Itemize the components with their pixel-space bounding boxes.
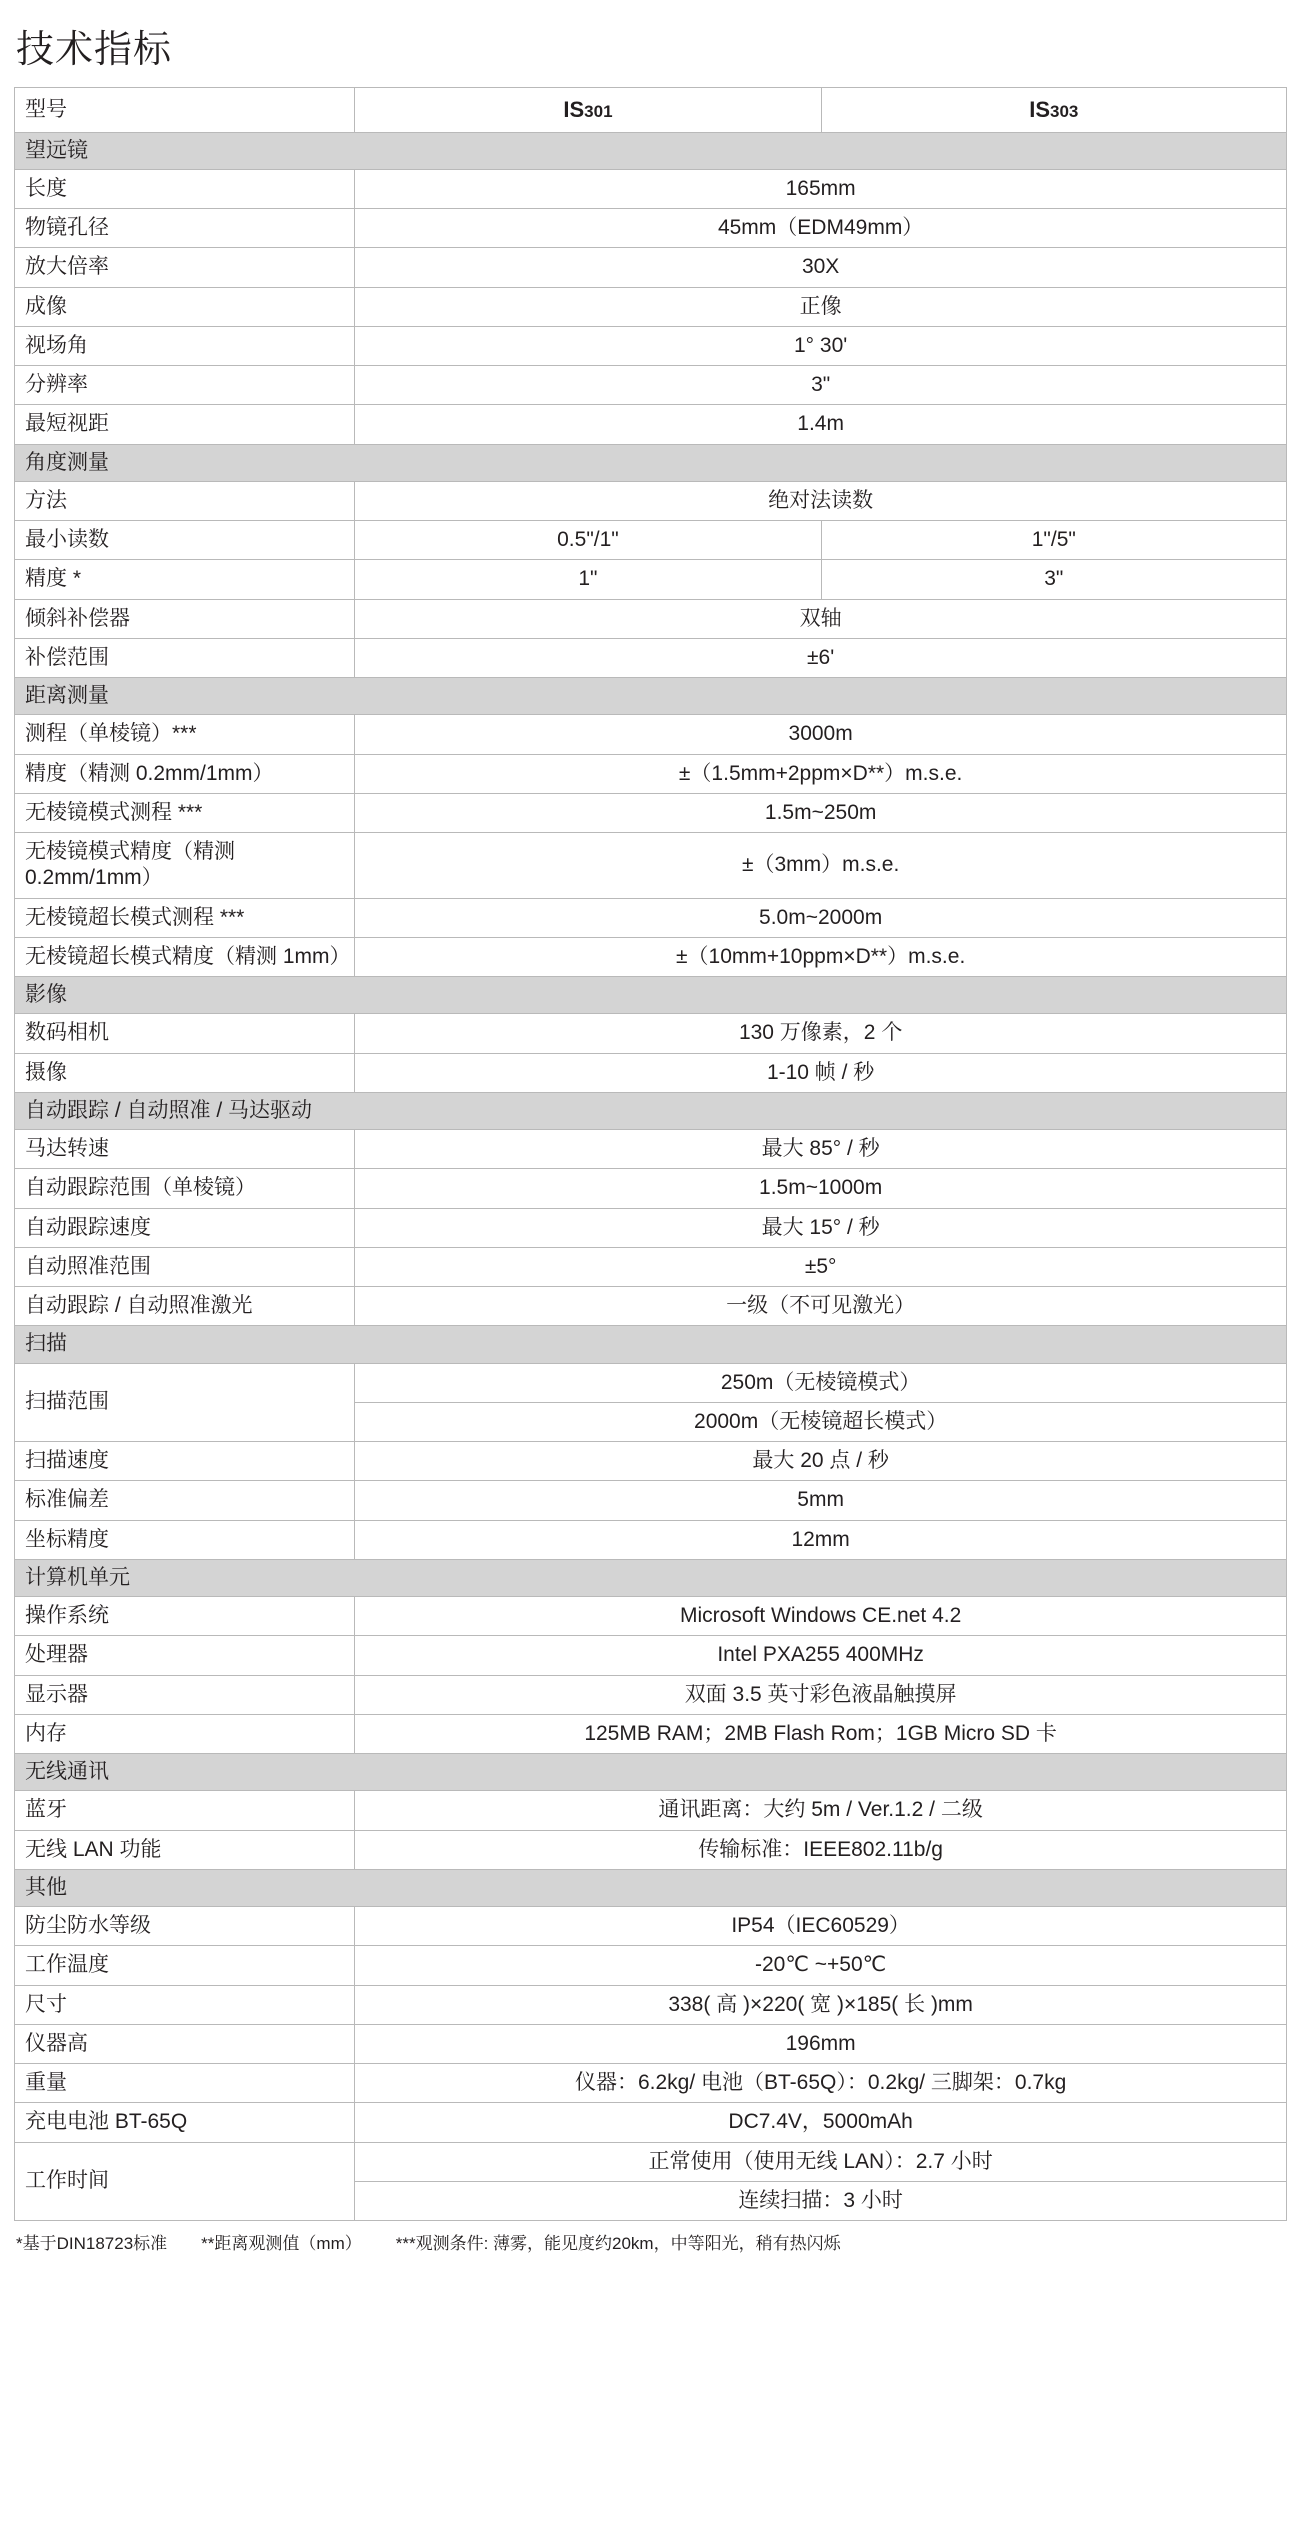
table-row bbox=[15, 1714, 1287, 1753]
row-value: 45mm（EDM49mm） bbox=[355, 209, 1287, 248]
row-value: 3" bbox=[355, 366, 1287, 405]
row-value: 12mm bbox=[355, 1520, 1287, 1559]
table-row bbox=[15, 1675, 1287, 1714]
row-value-is303: 3" bbox=[821, 560, 1286, 599]
row-value: 通讯距离：大约 5m / Ver.1.2 / 二级 bbox=[355, 1791, 1287, 1830]
footnote-2: **距离观测值（mm） bbox=[201, 2234, 362, 2253]
row-value: ±6' bbox=[355, 638, 1287, 677]
row-value: 30X bbox=[355, 248, 1287, 287]
row-label: 成像 bbox=[15, 287, 355, 326]
row-label: 无棱镜模式精度（精测 0.2mm/1mm） bbox=[15, 833, 355, 899]
section-title: 无线通讯 bbox=[15, 1754, 1287, 1791]
row-value-line2: 2000m（无棱镜超长模式） bbox=[355, 1402, 1287, 1441]
row-label: 扫描范围 bbox=[15, 1363, 355, 1442]
row-label: 摄像 bbox=[15, 1053, 355, 1092]
table-row bbox=[15, 638, 1287, 677]
model-b-prefix: IS bbox=[1029, 97, 1051, 122]
section-row bbox=[15, 1559, 1287, 1596]
row-value: 1.4m bbox=[355, 405, 1287, 444]
row-value: ±5° bbox=[355, 1247, 1287, 1286]
table-row bbox=[15, 833, 1287, 899]
row-label: 无棱镜超长模式精度（精测 1mm） bbox=[15, 937, 355, 976]
row-value: 1.5m~250m bbox=[355, 793, 1287, 832]
row-label: 操作系统 bbox=[15, 1597, 355, 1636]
row-value: 双轴 bbox=[355, 599, 1287, 638]
header-label-cell: 型号 bbox=[15, 88, 355, 133]
table-row bbox=[15, 326, 1287, 365]
row-label: 方法 bbox=[15, 481, 355, 520]
table-row bbox=[15, 1130, 1287, 1169]
row-value: 传输标准：IEEE802.11b/g bbox=[355, 1830, 1287, 1869]
row-value: 仪器：6.2kg/ 电池（BT-65Q）：0.2kg/ 三脚架：0.7kg bbox=[355, 2064, 1287, 2103]
table-row bbox=[15, 209, 1287, 248]
table-row bbox=[15, 287, 1287, 326]
section-row bbox=[15, 977, 1287, 1014]
table-row bbox=[15, 2064, 1287, 2103]
row-value: 1° 30' bbox=[355, 326, 1287, 365]
row-label: 放大倍率 bbox=[15, 248, 355, 287]
row-value: 1.5m~1000m bbox=[355, 1169, 1287, 1208]
specifications-table bbox=[14, 87, 1287, 2221]
table-row bbox=[15, 2024, 1287, 2063]
footnote-3: ***观测条件: 薄雾，能见度约20km，中等阳光，稍有热闪烁 bbox=[395, 2234, 841, 2253]
table-row bbox=[15, 1014, 1287, 1053]
model-a-prefix: IS bbox=[563, 97, 585, 122]
model-b-suffix: 303 bbox=[1050, 102, 1079, 121]
section-row bbox=[15, 1326, 1287, 1363]
table-header-row bbox=[15, 88, 1287, 133]
table-row bbox=[15, 1363, 1287, 1402]
row-label: 坐标精度 bbox=[15, 1520, 355, 1559]
table-row bbox=[15, 1791, 1287, 1830]
table-row bbox=[15, 2103, 1287, 2142]
row-value: ±（1.5mm+2ppm×D**）m.s.e. bbox=[355, 754, 1287, 793]
row-value: DC7.4V，5000mAh bbox=[355, 2103, 1287, 2142]
row-value: ±（10mm+10ppm×D**）m.s.e. bbox=[355, 937, 1287, 976]
section-title: 其他 bbox=[15, 1869, 1287, 1906]
table-row bbox=[15, 754, 1287, 793]
table-row bbox=[15, 1247, 1287, 1286]
row-value-line1: 正常使用（使用无线 LAN）：2.7 小时 bbox=[355, 2142, 1287, 2181]
row-label: 自动照准范围 bbox=[15, 1247, 355, 1286]
table-row bbox=[15, 1169, 1287, 1208]
table-row bbox=[15, 560, 1287, 599]
row-value: Microsoft Windows CE.net 4.2 bbox=[355, 1597, 1287, 1636]
row-value: 165mm bbox=[355, 169, 1287, 208]
table-row bbox=[15, 793, 1287, 832]
section-row bbox=[15, 132, 1287, 169]
row-value: 5mm bbox=[355, 1481, 1287, 1520]
table-row bbox=[15, 1287, 1287, 1326]
row-value: 3000m bbox=[355, 715, 1287, 754]
row-label: 重量 bbox=[15, 2064, 355, 2103]
model-a-suffix: 301 bbox=[584, 102, 613, 121]
row-value: 1-10 帧 / 秒 bbox=[355, 1053, 1287, 1092]
row-value-line1: 250m（无棱镜模式） bbox=[355, 1363, 1287, 1402]
table-row bbox=[15, 1481, 1287, 1520]
section-title: 距离测量 bbox=[15, 678, 1287, 715]
row-value: 一级（不可见激光） bbox=[355, 1287, 1287, 1326]
row-label: 防尘防水等级 bbox=[15, 1907, 355, 1946]
table-row bbox=[15, 1520, 1287, 1559]
table-row bbox=[15, 1636, 1287, 1675]
row-label: 无棱镜模式测程 *** bbox=[15, 793, 355, 832]
row-label: 无棱镜超长模式测程 *** bbox=[15, 898, 355, 937]
row-label: 尺寸 bbox=[15, 1985, 355, 2024]
row-value-is303: 1"/5" bbox=[821, 521, 1286, 560]
row-label: 长度 bbox=[15, 169, 355, 208]
row-label: 自动跟踪速度 bbox=[15, 1208, 355, 1247]
table-body bbox=[15, 88, 1287, 2221]
row-label: 倾斜补偿器 bbox=[15, 599, 355, 638]
row-value: 正像 bbox=[355, 287, 1287, 326]
section-title: 望远镜 bbox=[15, 132, 1287, 169]
section-title: 扫描 bbox=[15, 1326, 1287, 1363]
table-row bbox=[15, 1208, 1287, 1247]
table-row bbox=[15, 1946, 1287, 1985]
row-value: 最大 85° / 秒 bbox=[355, 1130, 1287, 1169]
table-row bbox=[15, 248, 1287, 287]
row-value: 绝对法读数 bbox=[355, 481, 1287, 520]
row-label: 精度 * bbox=[15, 560, 355, 599]
header-model-is301 bbox=[355, 88, 821, 133]
row-value: IP54（IEC60529） bbox=[355, 1907, 1287, 1946]
row-label: 工作温度 bbox=[15, 1946, 355, 1985]
row-label: 处理器 bbox=[15, 1636, 355, 1675]
table-row bbox=[15, 1597, 1287, 1636]
row-value-line2: 连续扫描：3 小时 bbox=[355, 2181, 1287, 2220]
section-row bbox=[15, 678, 1287, 715]
table-row bbox=[15, 405, 1287, 444]
table-row bbox=[15, 1442, 1287, 1481]
section-title: 影像 bbox=[15, 977, 1287, 1014]
row-label: 补偿范围 bbox=[15, 638, 355, 677]
row-value: 5.0m~2000m bbox=[355, 898, 1287, 937]
row-label: 充电电池 BT-65Q bbox=[15, 2103, 355, 2142]
table-row bbox=[15, 898, 1287, 937]
table-row bbox=[15, 599, 1287, 638]
table-row bbox=[15, 366, 1287, 405]
row-label: 测程（单棱镜）*** bbox=[15, 715, 355, 754]
row-label: 视场角 bbox=[15, 326, 355, 365]
section-row bbox=[15, 1869, 1287, 1906]
row-value-is301: 1" bbox=[355, 560, 821, 599]
table-row bbox=[15, 1985, 1287, 2024]
table-row bbox=[15, 169, 1287, 208]
table-row bbox=[15, 521, 1287, 560]
row-value: 130 万像素，2 个 bbox=[355, 1014, 1287, 1053]
row-label: 自动跟踪 / 自动照准激光 bbox=[15, 1287, 355, 1326]
row-value: Intel PXA255 400MHz bbox=[355, 1636, 1287, 1675]
row-value-is301: 0.5"/1" bbox=[355, 521, 821, 560]
table-row bbox=[15, 481, 1287, 520]
header-model-is303 bbox=[821, 88, 1286, 133]
row-label: 仪器高 bbox=[15, 2024, 355, 2063]
section-title: 计算机单元 bbox=[15, 1559, 1287, 1596]
row-value: 125MB RAM；2MB Flash Rom；1GB Micro SD 卡 bbox=[355, 1714, 1287, 1753]
table-row bbox=[15, 1830, 1287, 1869]
table-row bbox=[15, 2142, 1287, 2181]
section-title: 角度测量 bbox=[15, 444, 1287, 481]
row-value: ±（3mm）m.s.e. bbox=[355, 833, 1287, 899]
row-value: 最大 15° / 秒 bbox=[355, 1208, 1287, 1247]
row-value: -20℃ ~+50℃ bbox=[355, 1946, 1287, 1985]
footnote-1: *基于DIN18723标准 bbox=[16, 2234, 168, 2253]
row-label: 最小读数 bbox=[15, 521, 355, 560]
row-label: 标准偏差 bbox=[15, 1481, 355, 1520]
section-row bbox=[15, 444, 1287, 481]
page-title: 技术指标 bbox=[16, 29, 173, 71]
footnotes bbox=[16, 2231, 1285, 2257]
table-row bbox=[15, 715, 1287, 754]
row-value: 196mm bbox=[355, 2024, 1287, 2063]
section-row bbox=[15, 1754, 1287, 1791]
row-value: 双面 3.5 英寸彩色液晶触摸屏 bbox=[355, 1675, 1287, 1714]
row-label: 最短视距 bbox=[15, 405, 355, 444]
row-label: 自动跟踪范围（单棱镜） bbox=[15, 1169, 355, 1208]
row-label: 数码相机 bbox=[15, 1014, 355, 1053]
section-title: 自动跟踪 / 自动照准 / 马达驱动 bbox=[15, 1092, 1287, 1129]
row-label: 马达转速 bbox=[15, 1130, 355, 1169]
row-label: 蓝牙 bbox=[15, 1791, 355, 1830]
section-row bbox=[15, 1092, 1287, 1129]
row-label: 扫描速度 bbox=[15, 1442, 355, 1481]
table-row bbox=[15, 1053, 1287, 1092]
row-label: 物镜孔径 bbox=[15, 209, 355, 248]
table-row bbox=[15, 937, 1287, 976]
row-label: 内存 bbox=[15, 1714, 355, 1753]
row-label: 无线 LAN 功能 bbox=[15, 1830, 355, 1869]
row-label: 分辨率 bbox=[15, 366, 355, 405]
row-label: 精度（精测 0.2mm/1mm） bbox=[15, 754, 355, 793]
row-value: 338( 高 )×220( 宽 )×185( 长 )mm bbox=[355, 1985, 1287, 2024]
row-label: 工作时间 bbox=[15, 2142, 355, 2221]
table-row bbox=[15, 1907, 1287, 1946]
row-label: 显示器 bbox=[15, 1675, 355, 1714]
row-value: 最大 20 点 / 秒 bbox=[355, 1442, 1287, 1481]
